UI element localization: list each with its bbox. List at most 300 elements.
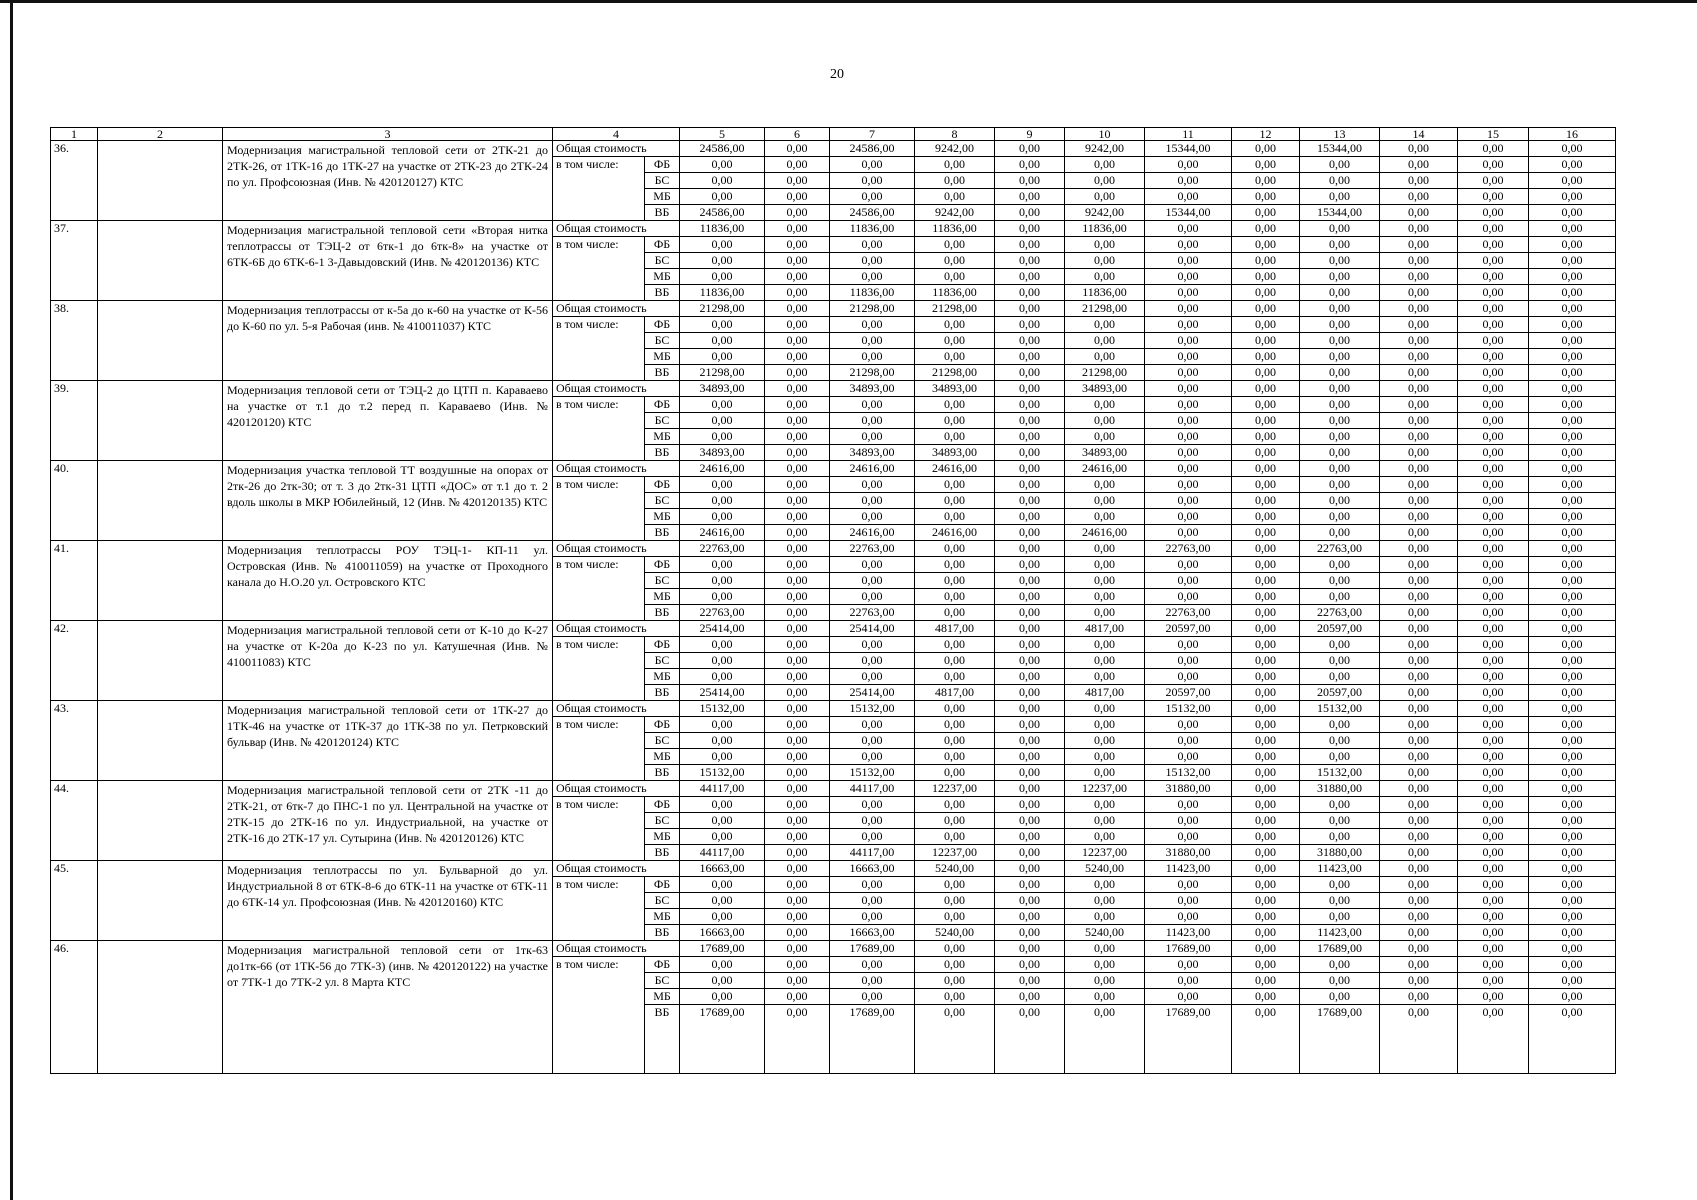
value-cell: 0,00 [915, 253, 995, 269]
value-cell: 0,00 [1232, 541, 1300, 557]
value-cell: 0,00 [1380, 285, 1458, 301]
value-cell: 0,00 [995, 733, 1065, 749]
column-header-2: 2 [98, 128, 223, 141]
value-cell: 0,00 [1458, 205, 1529, 221]
row-number: 37. [51, 221, 98, 301]
value-cell: 0,00 [1380, 333, 1458, 349]
value-cell: 0,00 [1065, 941, 1145, 957]
value-cell: 0,00 [995, 925, 1065, 941]
value-cell: 0,00 [1458, 989, 1529, 1005]
value-cell: 16663,00 [680, 861, 765, 877]
value-cell: 0,00 [1380, 525, 1458, 541]
value-cell: 0,00 [1458, 141, 1529, 157]
value-cell: 0,00 [680, 877, 765, 893]
row-blank-cell [98, 621, 223, 701]
value-cell: 0,00 [1145, 829, 1232, 845]
value-cell: 0,00 [1145, 589, 1232, 605]
value-cell: 0,00 [995, 477, 1065, 493]
table-row [51, 381, 1616, 397]
value-cell: 0,00 [1380, 941, 1458, 957]
value-cell: 15132,00 [1145, 765, 1232, 781]
value-cell: 0,00 [1145, 365, 1232, 381]
value-cell: 11836,00 [830, 221, 915, 237]
value-cell: 0,00 [1380, 493, 1458, 509]
funding-source: МБ [645, 669, 680, 685]
value-cell: 0,00 [1145, 733, 1232, 749]
column-header-6: 6 [765, 128, 830, 141]
value-cell: 0,00 [995, 253, 1065, 269]
value-cell: 0,00 [830, 717, 915, 733]
value-cell: 0,00 [680, 349, 765, 365]
value-cell: 0,00 [765, 909, 830, 925]
value-cell: 0,00 [1458, 301, 1529, 317]
value-cell: 0,00 [830, 829, 915, 845]
value-cell: 15132,00 [1300, 765, 1380, 781]
value-cell: 0,00 [915, 877, 995, 893]
row-number: 45. [51, 861, 98, 941]
row-number: 38. [51, 301, 98, 381]
value-cell: 5240,00 [915, 925, 995, 941]
funding-source: МБ [645, 989, 680, 1005]
value-cell: 0,00 [1458, 861, 1529, 877]
value-cell: 0,00 [765, 461, 830, 477]
value-cell: 0,00 [1232, 461, 1300, 477]
value-cell: 0,00 [1300, 157, 1380, 173]
value-cell: 0,00 [1300, 461, 1380, 477]
value-cell: 0,00 [1300, 989, 1380, 1005]
value-cell: 34893,00 [915, 381, 995, 397]
total-cost-label: Общая стоимость [553, 461, 680, 477]
value-cell: 0,00 [1529, 429, 1616, 445]
value-cell: 0,00 [1300, 333, 1380, 349]
value-cell: 0,00 [765, 957, 830, 973]
value-cell: 0,00 [1529, 381, 1616, 397]
value-cell: 0,00 [1529, 797, 1616, 813]
value-cell: 0,00 [1300, 829, 1380, 845]
including-label: в том числе: [553, 877, 645, 941]
value-cell: 0,00 [1232, 717, 1300, 733]
value-cell: 15132,00 [1300, 701, 1380, 717]
value-cell: 0,00 [1232, 253, 1300, 269]
value-cell: 0,00 [1065, 829, 1145, 845]
value-cell: 0,00 [1380, 685, 1458, 701]
row-blank-cell [98, 461, 223, 541]
value-cell: 9242,00 [915, 141, 995, 157]
funding-source: ВБ [645, 445, 680, 461]
value-cell: 0,00 [1232, 189, 1300, 205]
value-cell: 0,00 [1300, 429, 1380, 445]
value-cell: 0,00 [1380, 445, 1458, 461]
value-cell: 0,00 [1529, 525, 1616, 541]
value-cell: 0,00 [1529, 237, 1616, 253]
row-blank-cell [98, 861, 223, 941]
value-cell: 0,00 [1458, 653, 1529, 669]
value-cell: 0,00 [1145, 269, 1232, 285]
value-cell: 0,00 [1065, 797, 1145, 813]
value-cell: 0,00 [915, 909, 995, 925]
value-cell: 0,00 [995, 173, 1065, 189]
value-cell: 0,00 [1300, 749, 1380, 765]
value-cell: 0,00 [1529, 877, 1616, 893]
funding-source: МБ [645, 509, 680, 525]
value-cell: 0,00 [680, 653, 765, 669]
value-cell: 0,00 [1300, 637, 1380, 653]
value-cell: 0,00 [1529, 573, 1616, 589]
value-cell: 34893,00 [830, 381, 915, 397]
value-cell: 0,00 [995, 653, 1065, 669]
value-cell: 0,00 [1145, 445, 1232, 461]
value-cell: 0,00 [765, 973, 830, 989]
value-cell: 0,00 [1529, 909, 1616, 925]
value-cell: 0,00 [1458, 589, 1529, 605]
value-cell: 0,00 [1458, 1005, 1529, 1074]
value-cell: 0,00 [765, 781, 830, 797]
column-header-10: 10 [1065, 128, 1145, 141]
value-cell: 0,00 [995, 717, 1065, 733]
value-cell: 0,00 [1145, 461, 1232, 477]
value-cell: 0,00 [1529, 861, 1616, 877]
value-cell: 0,00 [765, 397, 830, 413]
value-cell: 0,00 [1458, 509, 1529, 525]
funding-source: БС [645, 573, 680, 589]
value-cell: 0,00 [830, 397, 915, 413]
value-cell: 0,00 [1065, 397, 1145, 413]
value-cell: 20597,00 [1300, 685, 1380, 701]
value-cell: 0,00 [1065, 173, 1145, 189]
value-cell: 0,00 [995, 893, 1065, 909]
value-cell: 0,00 [765, 301, 830, 317]
value-cell: 0,00 [680, 477, 765, 493]
value-cell: 0,00 [1458, 701, 1529, 717]
value-cell: 0,00 [1458, 733, 1529, 749]
value-cell: 0,00 [1232, 989, 1300, 1005]
value-cell: 0,00 [830, 429, 915, 445]
value-cell: 0,00 [1065, 909, 1145, 925]
value-cell: 0,00 [830, 253, 915, 269]
value-cell: 0,00 [1529, 1005, 1616, 1074]
value-cell: 0,00 [1529, 221, 1616, 237]
value-cell: 0,00 [765, 717, 830, 733]
value-cell: 0,00 [830, 973, 915, 989]
value-cell: 0,00 [680, 797, 765, 813]
total-cost-label: Общая стоимость [553, 381, 680, 397]
value-cell: 0,00 [1380, 221, 1458, 237]
value-cell: 0,00 [765, 1005, 830, 1074]
funding-source: ФБ [645, 637, 680, 653]
value-cell: 0,00 [1380, 749, 1458, 765]
page-number: 20 [830, 67, 844, 82]
value-cell: 0,00 [1232, 669, 1300, 685]
value-cell: 0,00 [1458, 349, 1529, 365]
value-cell: 0,00 [1145, 669, 1232, 685]
value-cell: 0,00 [915, 413, 995, 429]
value-cell: 0,00 [1380, 797, 1458, 813]
value-cell: 0,00 [1380, 269, 1458, 285]
value-cell: 0,00 [830, 637, 915, 653]
value-cell: 0,00 [1300, 477, 1380, 493]
total-cost-label: Общая стоимость [553, 861, 680, 877]
value-cell: 0,00 [1380, 413, 1458, 429]
value-cell: 0,00 [1529, 941, 1616, 957]
value-cell: 0,00 [1380, 861, 1458, 877]
value-cell: 15132,00 [830, 765, 915, 781]
value-cell: 0,00 [1065, 189, 1145, 205]
value-cell: 0,00 [915, 557, 995, 573]
value-cell: 0,00 [995, 909, 1065, 925]
value-cell: 0,00 [915, 333, 995, 349]
value-cell: 0,00 [995, 509, 1065, 525]
value-cell: 21298,00 [680, 365, 765, 381]
value-cell: 0,00 [1232, 445, 1300, 461]
value-cell: 0,00 [1529, 893, 1616, 909]
value-cell: 0,00 [1065, 637, 1145, 653]
value-cell: 22763,00 [1145, 541, 1232, 557]
value-cell: 0,00 [995, 637, 1065, 653]
value-cell: 17689,00 [680, 941, 765, 957]
value-cell: 0,00 [830, 877, 915, 893]
value-cell: 0,00 [1232, 397, 1300, 413]
scan-edge-left [10, 0, 13, 1200]
value-cell: 0,00 [995, 813, 1065, 829]
value-cell: 0,00 [1529, 829, 1616, 845]
value-cell: 0,00 [995, 701, 1065, 717]
value-cell: 0,00 [765, 221, 830, 237]
value-cell: 0,00 [1145, 797, 1232, 813]
value-cell: 0,00 [1232, 653, 1300, 669]
value-cell: 0,00 [680, 557, 765, 573]
total-cost-label: Общая стоимость [553, 141, 680, 157]
value-cell: 24616,00 [1065, 525, 1145, 541]
value-cell: 0,00 [1458, 157, 1529, 173]
total-cost-label: Общая стоимость [553, 621, 680, 637]
value-cell: 0,00 [1529, 461, 1616, 477]
value-cell: 0,00 [1458, 717, 1529, 733]
scan-edge-top [0, 0, 1697, 3]
value-cell: 34893,00 [1065, 381, 1145, 397]
value-cell: 0,00 [680, 909, 765, 925]
value-cell: 34893,00 [1065, 445, 1145, 461]
value-cell: 0,00 [915, 429, 995, 445]
value-cell: 0,00 [1145, 157, 1232, 173]
funding-source: ВБ [645, 205, 680, 221]
project-description: Модернизация магистральной тепловой сети «Вторая нитка теплотрассы от ТЭЦ-2 от 6тк-1 до 6тк-8» на участке от 6ТК-6Б до 6ТК-6-1 3-Давыдовский (Инв. № 420120136) КТС [223, 221, 553, 301]
value-cell: 0,00 [1300, 493, 1380, 509]
value-cell: 0,00 [765, 861, 830, 877]
value-cell: 22763,00 [1300, 541, 1380, 557]
value-cell: 0,00 [995, 525, 1065, 541]
value-cell: 0,00 [1065, 573, 1145, 589]
value-cell: 0,00 [915, 477, 995, 493]
value-cell: 15132,00 [1145, 701, 1232, 717]
value-cell: 0,00 [1145, 221, 1232, 237]
project-description: Модернизация магистральной тепловой сети от 1тк-63 до1тк-66 (от 1ТК-56 до 7ТК-3) (инв. № 420120122) на участке от 7ТК-1 до 7ТК-2 ул. 8 Марта КТС [223, 941, 553, 1074]
including-label: в том числе: [553, 637, 645, 701]
funding-source: ФБ [645, 157, 680, 173]
funding-source: МБ [645, 909, 680, 925]
value-cell: 0,00 [995, 573, 1065, 589]
value-cell: 15132,00 [680, 765, 765, 781]
value-cell: 0,00 [1300, 653, 1380, 669]
value-cell: 0,00 [915, 493, 995, 509]
funding-source: БС [645, 733, 680, 749]
value-cell: 15344,00 [1145, 205, 1232, 221]
value-cell: 11423,00 [1300, 925, 1380, 941]
value-cell: 0,00 [1458, 893, 1529, 909]
value-cell: 0,00 [915, 797, 995, 813]
value-cell: 0,00 [1300, 797, 1380, 813]
funding-source: ФБ [645, 557, 680, 573]
value-cell: 0,00 [1065, 765, 1145, 781]
value-cell: 0,00 [995, 589, 1065, 605]
funding-source: МБ [645, 829, 680, 845]
value-cell: 0,00 [1380, 573, 1458, 589]
value-cell: 24616,00 [680, 525, 765, 541]
value-cell: 0,00 [995, 429, 1065, 445]
funding-source: ВБ [645, 365, 680, 381]
value-cell: 17689,00 [830, 1005, 915, 1074]
value-cell: 0,00 [1380, 381, 1458, 397]
value-cell: 0,00 [765, 253, 830, 269]
value-cell: 0,00 [1300, 173, 1380, 189]
value-cell: 11423,00 [1145, 861, 1232, 877]
value-cell: 25414,00 [680, 685, 765, 701]
value-cell: 0,00 [830, 589, 915, 605]
value-cell: 44117,00 [680, 845, 765, 861]
value-cell: 17689,00 [680, 1005, 765, 1074]
funding-source: ФБ [645, 717, 680, 733]
value-cell: 0,00 [1380, 253, 1458, 269]
value-cell: 0,00 [1145, 397, 1232, 413]
value-cell: 0,00 [765, 365, 830, 381]
value-cell: 0,00 [1232, 685, 1300, 701]
value-cell: 0,00 [1458, 573, 1529, 589]
value-cell: 0,00 [765, 205, 830, 221]
value-cell: 0,00 [680, 989, 765, 1005]
value-cell: 0,00 [1065, 1005, 1145, 1074]
total-cost-label: Общая стоимость [553, 781, 680, 797]
value-cell: 0,00 [830, 813, 915, 829]
value-cell: 34893,00 [915, 445, 995, 461]
including-label: в том числе: [553, 477, 645, 541]
total-cost-label: Общая стоимость [553, 301, 680, 317]
value-cell: 0,00 [915, 893, 995, 909]
value-cell: 0,00 [1458, 781, 1529, 797]
column-header-14: 14 [1380, 128, 1458, 141]
value-cell: 0,00 [1300, 445, 1380, 461]
row-blank-cell [98, 941, 223, 1074]
value-cell: 0,00 [1380, 541, 1458, 557]
value-cell: 0,00 [915, 829, 995, 845]
value-cell: 0,00 [915, 973, 995, 989]
value-cell: 0,00 [1529, 493, 1616, 509]
table-row [51, 621, 1616, 637]
value-cell: 0,00 [830, 509, 915, 525]
value-cell: 0,00 [1232, 765, 1300, 781]
value-cell: 0,00 [1232, 525, 1300, 541]
funding-source: БС [645, 893, 680, 909]
value-cell: 12237,00 [915, 781, 995, 797]
value-cell: 0,00 [1145, 717, 1232, 733]
value-cell: 0,00 [1458, 941, 1529, 957]
value-cell: 0,00 [1232, 413, 1300, 429]
value-cell: 0,00 [1065, 989, 1145, 1005]
value-cell: 0,00 [765, 541, 830, 557]
value-cell: 0,00 [765, 765, 830, 781]
column-header-16: 16 [1529, 128, 1616, 141]
value-cell: 0,00 [1145, 477, 1232, 493]
value-cell: 0,00 [1300, 877, 1380, 893]
funding-source: МБ [645, 269, 680, 285]
project-description: Модернизация участка тепловой ТТ воздушные на опорах от 2тк-26 до 2тк-30; от т. 3 до 2тк-31 ЦТП «ДОС» от т.1 до т. 2 вдоль школы в МКР Юбилейный, 12 (Инв. № 420120135) КТС [223, 461, 553, 541]
column-header-1: 1 [51, 128, 98, 141]
value-cell: 0,00 [680, 717, 765, 733]
value-cell: 0,00 [1232, 749, 1300, 765]
value-cell: 0,00 [1529, 781, 1616, 797]
value-cell: 0,00 [915, 189, 995, 205]
value-cell: 0,00 [1458, 973, 1529, 989]
funding-source: ВБ [645, 285, 680, 301]
value-cell: 34893,00 [680, 381, 765, 397]
value-cell: 16663,00 [830, 925, 915, 941]
row-number: 43. [51, 701, 98, 781]
value-cell: 0,00 [680, 637, 765, 653]
value-cell: 0,00 [1380, 637, 1458, 653]
value-cell: 0,00 [1458, 829, 1529, 845]
value-cell: 0,00 [1232, 829, 1300, 845]
value-cell: 0,00 [830, 189, 915, 205]
including-label: в том числе: [553, 557, 645, 621]
funding-source: ВБ [645, 1005, 680, 1074]
value-cell: 5240,00 [1065, 925, 1145, 941]
value-cell: 0,00 [1232, 365, 1300, 381]
value-cell: 0,00 [1529, 957, 1616, 973]
value-cell: 15132,00 [830, 701, 915, 717]
value-cell: 0,00 [830, 653, 915, 669]
funding-source: ФБ [645, 877, 680, 893]
value-cell: 0,00 [995, 269, 1065, 285]
value-cell: 0,00 [995, 1005, 1065, 1074]
value-cell: 0,00 [1458, 925, 1529, 941]
value-cell: 0,00 [1145, 989, 1232, 1005]
value-cell: 0,00 [830, 413, 915, 429]
value-cell: 0,00 [1065, 557, 1145, 573]
value-cell: 0,00 [1145, 173, 1232, 189]
value-cell: 0,00 [1529, 813, 1616, 829]
value-cell: 24586,00 [830, 141, 915, 157]
value-cell: 0,00 [1145, 253, 1232, 269]
value-cell: 0,00 [765, 845, 830, 861]
value-cell: 0,00 [1380, 973, 1458, 989]
value-cell: 0,00 [765, 813, 830, 829]
value-cell: 0,00 [1458, 685, 1529, 701]
value-cell: 0,00 [1232, 173, 1300, 189]
value-cell: 0,00 [1232, 957, 1300, 973]
value-cell: 0,00 [1232, 909, 1300, 925]
value-cell: 0,00 [1065, 413, 1145, 429]
value-cell: 0,00 [1232, 797, 1300, 813]
value-cell: 0,00 [1458, 461, 1529, 477]
value-cell: 0,00 [1232, 141, 1300, 157]
value-cell: 0,00 [995, 557, 1065, 573]
value-cell: 0,00 [1380, 429, 1458, 445]
value-cell: 34893,00 [830, 445, 915, 461]
value-cell: 0,00 [1232, 509, 1300, 525]
value-cell: 0,00 [1145, 557, 1232, 573]
value-cell: 0,00 [830, 749, 915, 765]
value-cell: 0,00 [1529, 253, 1616, 269]
value-cell: 0,00 [1232, 477, 1300, 493]
value-cell: 0,00 [1232, 301, 1300, 317]
